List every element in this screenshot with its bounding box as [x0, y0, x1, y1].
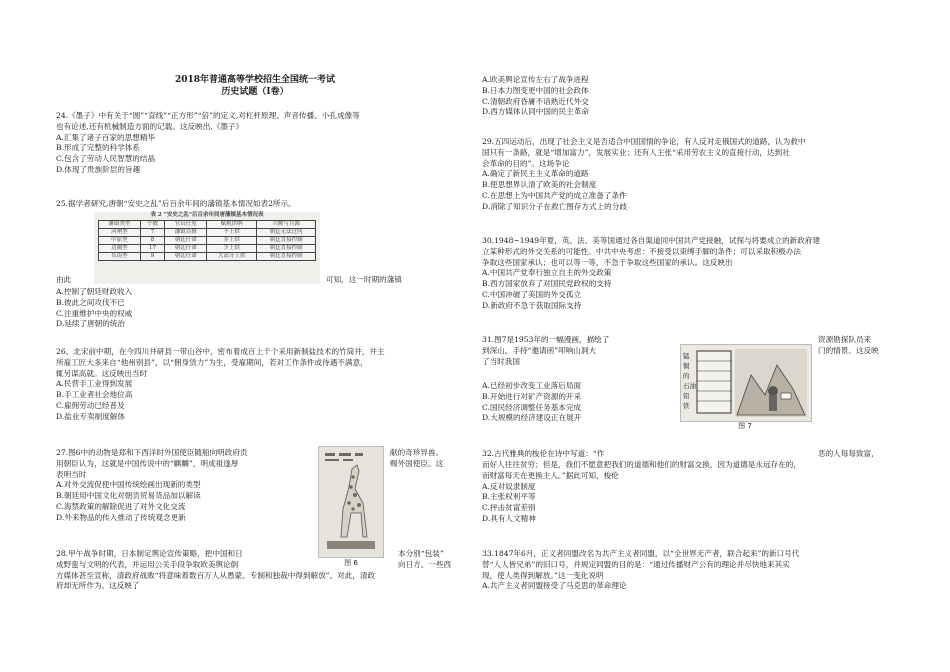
option-d: D.西方媒体认同中国的民主革命	[482, 107, 589, 117]
question-text: 替“人人皆兄弟”的旧口号，并规定同盟的目的是：“通过传播财产公有的理论并尽快地来其实	[482, 559, 790, 569]
question-28-options	[482, 75, 589, 118]
option-a: A.确定了新民主主义革命的道路	[482, 169, 589, 179]
question-31-line3: 了当时我国	[482, 357, 520, 366]
question-27	[56, 448, 248, 524]
question-32	[482, 460, 801, 525]
question-25-options	[56, 287, 132, 330]
question-text: 立某种形式的外交关系的可能性。中共中央考虑：不接受以束缚手脚的条件；可以采取积极办法	[482, 246, 801, 256]
option-c: C.清朝政府昏庸不谙熟近代外交	[482, 96, 589, 106]
option-c: C.包含了劳动人民智慧的结晶	[56, 154, 156, 164]
question-text: 府却无所作为。这反映了	[56, 581, 140, 591]
figure-7-caption: 图 7	[738, 422, 752, 430]
table-2	[98, 220, 316, 261]
option-b: B.日本力图变更中国的社会政体	[482, 85, 589, 95]
question-text: 所雇工匠大多来自“他州别县”，以“佣身赁力”为生，受雇期间，若对工作条件或待遇不满意，	[56, 357, 368, 367]
option-c: C.在思想上为中国共产党的成立准备了条件	[482, 190, 627, 200]
question-text: 24.《墨子》中有关于“圆”“直线”“正方形”“倍”的定义,对杠杆原理、声音传播、小孔成像等	[56, 111, 360, 120]
question-text: 国只有一条路，就是“增加富力”，发展实业；还有人主张“采用劳农主义的直接行动，达到社	[482, 147, 790, 157]
option-c: C.注重维护中央的权威	[56, 308, 133, 318]
question-text: 29.五四运动后，出现了社会主义是否适合中国国情的争论，有人反对走俄国式的道路，认为救中	[482, 137, 806, 146]
question-26	[56, 347, 385, 423]
question-text: 争取这些国家承认；也可以等一等，不急于争取这些国家的承认。这反映出	[482, 257, 733, 267]
figure-label: 铝	[683, 392, 690, 400]
question-33	[482, 549, 799, 592]
table-row: 中原型 8 朝廷任命 多上供 朝廷直接控制	[99, 237, 316, 245]
question-text: 表明当时	[56, 469, 87, 479]
figure-label: 锰	[683, 352, 690, 360]
option-d: D.大规模的经济建设正在展开	[482, 413, 582, 423]
figure-label: 石油	[683, 382, 696, 390]
option-b: B.开始进行对矿产资源的开采	[482, 391, 582, 401]
question-text: 30.1948~1949年夏，英、法、美等国通过各自渠道同中国共产党接触，试探与将要成立的新政府建	[482, 236, 821, 245]
cartoon-image	[681, 345, 811, 421]
question-text: 辄另谋高就。这反映出当时	[56, 368, 148, 378]
question-31-line1-left: 31.图7是1953年的一幅漫画，描绘了	[482, 335, 610, 344]
question-text: 本分别“包装”	[398, 549, 444, 558]
option-a: A.欧美舆论宣传左右了战争进程	[482, 75, 589, 84]
exam-title: 2018年普通高等学校招生全国统一考试	[174, 75, 336, 85]
question-28	[56, 549, 375, 592]
question-text: 现，使人类得到解放。”这一变化说明	[482, 570, 604, 580]
question-text: 献的奇珍异兽。	[390, 448, 444, 457]
figure-label: 的	[683, 372, 690, 380]
question-text: 27.图6中的动物是郑和下西洋时外国使臣随船向明政府贡	[56, 448, 248, 457]
question-31-options	[482, 381, 581, 424]
question-25-left: 由此	[56, 275, 72, 284]
figure-6-caption: 图 6	[344, 559, 358, 567]
question-30	[482, 236, 820, 312]
option-a: A.已经初步改变工业落后局面	[482, 381, 582, 390]
table-row: 东南型 9 朝廷任命 大部分上供 朝廷直接控制	[99, 253, 316, 261]
option-a: A.控制了朝廷财政收入	[56, 287, 133, 296]
question-text: 向日方。一些西	[398, 559, 452, 569]
question-text: 28.甲午战争时期，日本制定舆论宣传策略，把中国和日	[56, 549, 243, 558]
option-b: B.手工业者社会地位高	[56, 390, 133, 400]
question-text: 成野蛮与文明的代表，并运用公关手段争取欧美舆论倒	[56, 559, 239, 569]
option-a: A.反对奴隶制度	[482, 481, 536, 491]
option-d: D.新政府不急于获取国际支持	[482, 300, 582, 310]
question-text: 会革命的目的”。这场争论	[482, 158, 570, 168]
option-b: B.使思想界认清了欧美的社会制度	[482, 180, 597, 190]
option-c: C.国民经济调整任务基本完成	[482, 402, 582, 412]
table-row: 藩镇类型 个数 官员任免 赋税供纳 兵额与兵源	[99, 221, 316, 229]
question-24	[56, 111, 360, 176]
figure-7-side-labels	[683, 351, 696, 411]
question-27-right	[390, 448, 443, 470]
option-c: C.中国冲破了美国的外交孤立	[482, 289, 582, 299]
option-a: A.汇集了诸子百家的思想精华	[56, 132, 156, 142]
option-a: A.共产主义者同盟接受了马克思的革命理论	[482, 581, 627, 591]
option-c: C.抨击贫富差别	[482, 503, 536, 513]
table-row: 边疆型 17 朝廷任命 少上供 朝廷直接控制	[99, 245, 316, 253]
question-25-right: 可知，这一时期的藩镇	[326, 275, 402, 284]
question-28-right	[398, 549, 451, 571]
question-text: 而好人往往贫穷；但是，我们不愿意把我们的道德和他们的财富交换，因为道德是永远存在的，	[482, 460, 801, 469]
question-text: 用朝臣认为，这就是中国传说中的“麒麟”，明成祖遂厚	[56, 458, 239, 468]
question-31-line2-left: 到深山，手持“邀请函”叩响山洞大	[482, 346, 597, 355]
question-32-line1-right: 恶的人每每致富，	[818, 449, 879, 458]
question-31-line1-right: 资源勘探队员来	[818, 335, 872, 344]
question-25-intro: 25.据学者研究,唐朝“安史之乱”后百余年间的藩镇基本情况如表2所示。	[56, 199, 296, 208]
option-a: A.中国共产党奉行独立自主的外交政策	[482, 268, 612, 278]
question-text: 方媒体甚至宣称，清政府战败“将意味着数百万人从愚蒙、专制和独裁中得到解放”。对此，清政	[56, 570, 376, 580]
option-c: C.海禁政策的解除促进了对外文化交流	[56, 501, 186, 511]
option-d: D.延续了唐朝的统治	[56, 319, 125, 329]
option-b: B.西方国家放弃了对国民党政权的支持	[482, 279, 612, 289]
question-text: 26、北宋前中期，在今四川井研县一带山谷中，密布着成百上千个采用新制盐技术的竹筒井，井主	[56, 347, 385, 356]
table-row: 河朔型 7 藩镇自擅 不上供 朝廷无法过问	[99, 229, 316, 237]
table-2-image	[94, 212, 320, 284]
option-d: D.消除了知识分子在救亡图存方式上的分歧	[482, 201, 627, 211]
option-d: D.盐业专卖制度解体	[56, 411, 125, 421]
option-c: C.雇佣劳动已经普及	[56, 400, 125, 410]
option-b: B.彼此之间攻伐不已	[56, 297, 125, 307]
option-d: D.具有人文精神	[482, 513, 536, 523]
option-b: B.主张权利平等	[482, 492, 536, 502]
question-29	[482, 137, 805, 213]
question-text: 33.1847年6月，正义者同盟改名为共产主义者同盟，以“全世界无产者，联合起来”的新口号代	[482, 549, 800, 558]
question-text: 赐外国使臣。这	[390, 458, 444, 468]
question-32-line1-left: 32.古代雅典的梭伦在诗中写道：“作	[482, 449, 605, 458]
figure-label: 铁	[683, 402, 690, 410]
option-a: A.对外交流促使中国传统绘画出现新的类型	[56, 480, 201, 490]
exam-subtitle: 历史试题（Ⅰ卷）	[221, 87, 289, 97]
figure-7-cartoon	[680, 344, 812, 422]
giraffe-image	[319, 447, 383, 557]
option-d: D.体现了贵族阶层的旨趣	[56, 164, 141, 174]
figure-6-giraffe	[318, 446, 384, 567]
question-31-line2-right: 门的情景。这反映	[818, 346, 879, 355]
option-b: B.朝廷用中国文化对朝贡贸易货品加以解读	[56, 491, 201, 501]
option-a: A.民营手工业得到发展	[56, 379, 133, 389]
question-text: 而财富每天在更换主人。”据此可知，梭伦	[482, 470, 619, 480]
option-d: D.外来物品的传入推动了传统观念更新	[56, 512, 186, 522]
question-text: 也有论述,还有机械制造方面的记载。这反映出,《墨子》	[56, 121, 244, 131]
figure-label: 铜	[683, 362, 690, 370]
option-b: B.形成了完整的科学体系	[56, 143, 140, 153]
table-caption: 表 2 “安史之乱”后百余年间唐藩镇基本情况表	[150, 212, 264, 218]
